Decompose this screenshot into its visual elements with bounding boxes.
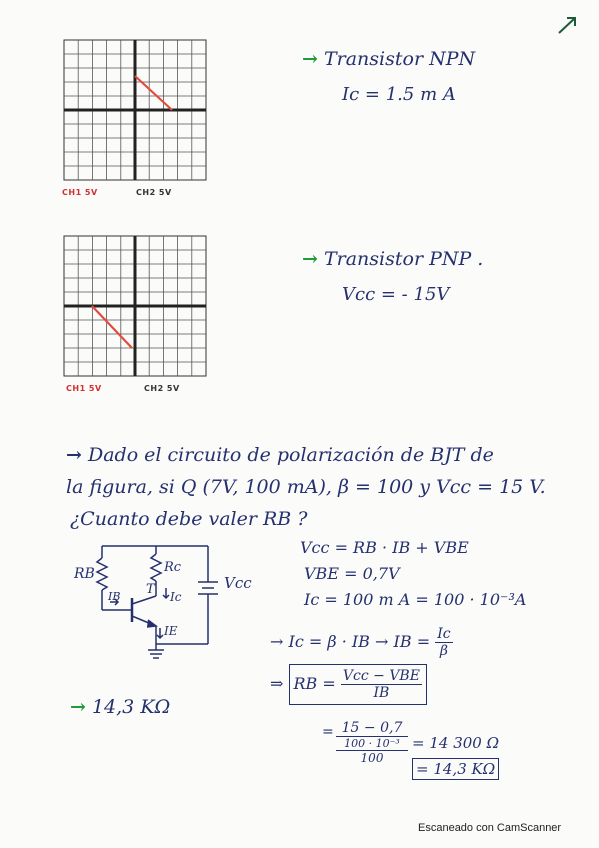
calc-result-1: = 14 300 Ω — [412, 734, 500, 752]
scope1-value: Ic = 1.5 m A — [342, 84, 456, 105]
ch2-label: CH2 5V — [144, 384, 180, 393]
problem-arrow-icon: → — [66, 444, 82, 466]
scope2-value: Vcc = - 15V — [342, 284, 450, 305]
green-arrow-icon: → — [302, 248, 318, 270]
eq4-numerator: Ic — [437, 626, 451, 642]
problem-line-1: Dado el circuito de polarización de BJT de — [87, 444, 494, 466]
eq4-denominator: β — [439, 643, 448, 659]
equation-4a: → Ic = β · IB → — [270, 632, 389, 651]
scope-trace — [92, 306, 132, 348]
scope-trace — [135, 76, 172, 110]
eq5-denominator: IB — [373, 685, 390, 701]
calc-equals: = — [322, 724, 334, 740]
ch1-label: CH1 5V — [62, 188, 98, 197]
equation-1: Vcc = RB · IB + VBE — [300, 538, 469, 557]
green-arrow-icon: → — [302, 48, 318, 70]
equation-3: Ic = 100 m A = 100 · 10⁻³A — [304, 590, 527, 609]
oscilloscope-grid-1 — [60, 38, 210, 186]
ie-label: IE — [164, 624, 178, 638]
calc-denominator-bottom: 100 — [360, 751, 384, 765]
answer-value: 14,3 KΩ — [91, 696, 171, 718]
pencil-arrow-icon — [556, 14, 580, 36]
rc-label: Rc — [164, 560, 182, 575]
calc-result-2: = 14,3 KΩ — [412, 758, 499, 780]
green-arrow-icon: → — [70, 696, 86, 718]
equation-5-lhs: RB = — [293, 674, 336, 693]
vcc-label: Vcc — [224, 574, 252, 592]
ib-label: IB — [108, 590, 121, 603]
eq5-numerator: Vcc − VBE — [342, 668, 420, 684]
ic-label: Ic — [170, 590, 182, 604]
rb-label: RB — [74, 566, 95, 582]
equation-2: VBE = 0,7V — [304, 564, 400, 583]
scope1-title: Transistor NPN — [323, 48, 476, 70]
equation-4b: IB = — [393, 632, 431, 651]
problem-line-3: ¿Cuanto debe valer RB ? — [70, 508, 308, 530]
calc-numerator: 15 − 0,7 — [336, 720, 408, 737]
camscanner-watermark: Escaneado con CamScanner — [418, 822, 562, 834]
oscilloscope-grid-2 — [60, 234, 210, 382]
calc-denominator-top: 100 · 10⁻³ — [336, 737, 408, 751]
ch1-label: CH1 5V — [66, 384, 102, 393]
implies-arrow-icon: ⇒ — [270, 674, 284, 693]
t-label: T — [146, 582, 155, 597]
problem-line-2: la figura, si Q (7V, 100 mA), β = 100 y Vcc = 15 V. — [66, 476, 546, 498]
scope2-title: Transistor PNP . — [323, 248, 484, 270]
bjt-circuit-diagram — [70, 538, 260, 666]
ch2-label: CH2 5V — [136, 188, 172, 197]
rb-formula-box — [289, 664, 427, 705]
